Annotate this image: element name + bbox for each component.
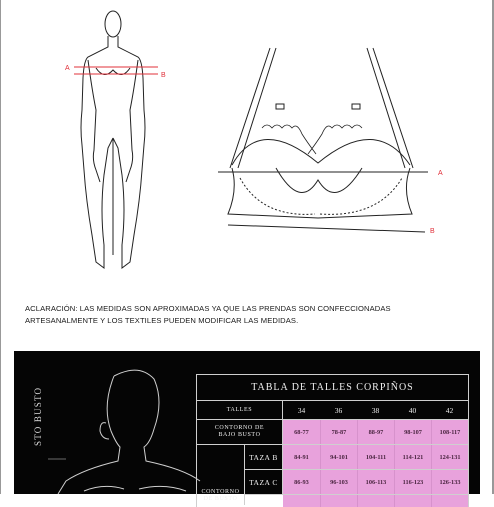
cup-c-label: TAZA C — [245, 470, 283, 494]
measure-line-b-right — [228, 225, 425, 232]
left-strap-slider — [276, 104, 284, 109]
partial-cell — [431, 495, 468, 507]
cup-c-cell: 116-123 — [394, 470, 431, 494]
right-strap-slider — [352, 104, 360, 109]
underbust-label-line-1: CONTORNO DE — [214, 425, 265, 431]
cup-b-cell: 124-131 — [431, 445, 468, 469]
table-row-sizes — [197, 401, 468, 420]
size-cell: 36 — [334, 405, 343, 415]
label-b-right: B — [430, 228, 435, 235]
talles-label: TALLES — [197, 401, 283, 419]
underwire-stitch — [240, 178, 402, 214]
cup-b-label: TAZA B — [245, 445, 283, 469]
side-label-busto: STO BUSTO — [33, 386, 43, 446]
underbust-cell: 108-117 — [431, 420, 468, 444]
bust-label — [197, 445, 245, 505]
underbust-cell: 98-107 — [394, 420, 431, 444]
right-strap — [367, 48, 413, 168]
partial-cell — [394, 495, 431, 507]
partial-cell — [320, 495, 357, 507]
label-b-left: B — [161, 72, 166, 79]
size-cell: 40 — [408, 405, 417, 415]
disclaimer-line-2: ARTESANALMENTE Y LOS TEXTILES PUEDEN MODIFICAR LAS MEDIDAS. — [25, 315, 299, 325]
underbust-cell: 78-87 — [320, 420, 357, 444]
size-chart-panel — [14, 351, 480, 502]
table-title: TABLA DE TALLES CORPIÑOS — [197, 375, 468, 401]
underbust-cell: 88-97 — [357, 420, 394, 444]
partial-cell — [283, 495, 320, 507]
cup-c-cell: 106-113 — [357, 470, 394, 494]
underbust-label — [197, 420, 283, 444]
band-outline — [228, 168, 412, 218]
size-cell: 42 — [445, 405, 454, 415]
cup-tops — [232, 139, 410, 165]
table-row-partial — [283, 495, 468, 507]
label-a-right: A — [438, 170, 443, 177]
cup-b-cell: 114-121 — [394, 445, 431, 469]
disclaimer-note — [25, 303, 465, 326]
cup-c-cell: 86-93 — [283, 470, 320, 494]
size-table — [196, 374, 469, 507]
label-a-left: A — [65, 65, 70, 72]
cup-c-cell: 96-103 — [320, 470, 357, 494]
lace-edge — [262, 125, 362, 154]
partial-cell — [357, 495, 394, 507]
cup-c-cell: 126-133 — [431, 470, 468, 494]
body-figure — [81, 11, 145, 268]
cup-b-cell: 104-111 — [357, 445, 394, 469]
table-row-underbust — [197, 420, 468, 445]
size-cell: 34 — [297, 405, 306, 415]
underbust-label-line-2: BAJO BUSTO — [218, 432, 261, 438]
underbust-cell: 68-77 — [283, 420, 320, 444]
size-cell: 38 — [371, 405, 380, 415]
bra-drawing — [228, 48, 413, 218]
bust-label-line-1: CONTORNO — [201, 489, 240, 495]
table-row-cup-b — [245, 445, 468, 470]
cup-b-cell: 84-91 — [283, 445, 320, 469]
disclaimer-line-1: ACLARACIÓN: LAS MEDIDAS SON APROXIMADAS YA QUE LAS PRENDAS SON CONFECCIONADAS — [25, 304, 391, 313]
table-row-cup-c — [245, 470, 468, 495]
cup-b-cell: 94-101 — [320, 445, 357, 469]
table-bust-group — [197, 445, 468, 507]
bust-label-line-2: DE BUSTO — [203, 496, 238, 502]
left-strap — [230, 48, 276, 168]
